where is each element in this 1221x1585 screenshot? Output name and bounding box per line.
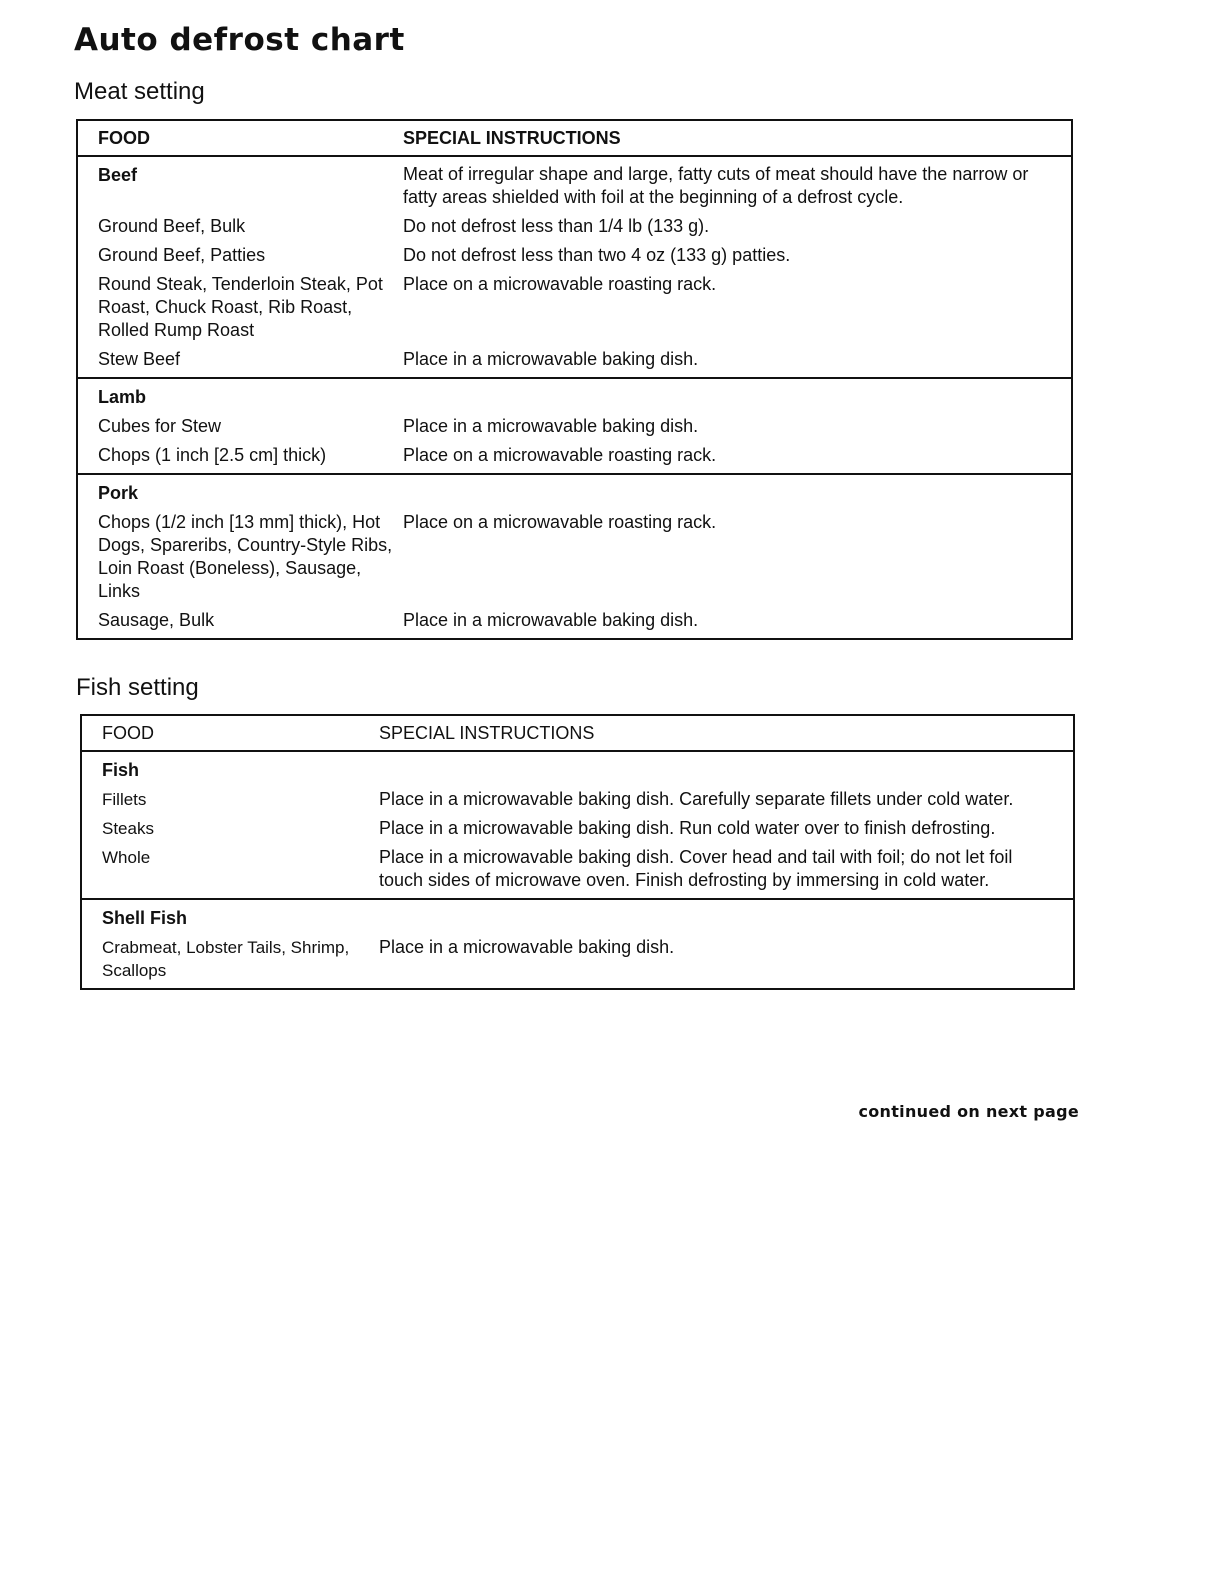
table-body bbox=[78, 157, 1071, 638]
column-header-instructions: SPECIAL INSTRUCTIONS bbox=[403, 127, 621, 148]
instructions-cell: Place in a microwavable baking dish. bbox=[379, 937, 675, 957]
instructions-cell: Place in a microwavable baking dish. bbox=[403, 610, 699, 630]
food-group-title: Lamb bbox=[98, 387, 147, 407]
instructions-cell: Place on a microwavable roasting rack. bbox=[403, 274, 717, 294]
food-group-title: Fish bbox=[102, 760, 140, 780]
food-cell: Round Steak, Tenderloin Steak, Pot Roast, Chuck Roast, Rib Roast, Rolled Rump Roast bbox=[98, 274, 383, 340]
meat-setting-table bbox=[76, 119, 1073, 640]
food-cell: Ground Beef, Patties bbox=[98, 245, 266, 265]
table-header bbox=[82, 716, 1073, 752]
table-row bbox=[98, 415, 1059, 438]
food-cell: Fillets bbox=[102, 790, 147, 809]
table-body bbox=[82, 752, 1073, 988]
instructions-cell: Place in a microwavable baking dish. bbox=[403, 349, 699, 369]
table-row bbox=[102, 817, 1061, 840]
instructions-cell: Meat of irregular shape and large, fatty cuts of meat should have the narrow or fatty areas shielded with foil at the beginning of a defrost cycle. bbox=[403, 164, 1029, 207]
food-cell: Stew Beef bbox=[98, 349, 181, 369]
table-row bbox=[98, 244, 1059, 267]
instructions-cell: Place in a microwavable baking dish. bbox=[403, 416, 699, 436]
table-row bbox=[98, 609, 1059, 632]
table-row bbox=[98, 273, 1059, 342]
continued-note: continued on next page bbox=[858, 1102, 1079, 1121]
food-cell: Chops (1 inch [2.5 cm] thick) bbox=[98, 445, 327, 465]
instructions-cell: Place in a microwavable baking dish. Run cold water over to finish defrosting. bbox=[379, 818, 996, 838]
column-header-food: FOOD bbox=[98, 127, 150, 148]
instructions-cell: Place in a microwavable baking dish. Carefully separate fillets under cold water. bbox=[379, 789, 1014, 809]
table-row bbox=[98, 511, 1059, 603]
fish-setting-table bbox=[80, 714, 1075, 990]
column-header-food: FOOD bbox=[102, 722, 154, 743]
table-row bbox=[98, 215, 1059, 238]
table-row bbox=[98, 444, 1059, 467]
food-cell: Steaks bbox=[102, 819, 154, 838]
instructions-cell: Place on a microwavable roasting rack. bbox=[403, 512, 717, 532]
food-group-title: Shell Fish bbox=[102, 908, 188, 928]
table-row bbox=[98, 163, 1059, 209]
table-row bbox=[102, 846, 1061, 892]
food-group bbox=[78, 157, 1071, 377]
food-cell: Sausage, Bulk bbox=[98, 610, 215, 630]
food-group-title: Pork bbox=[98, 483, 139, 503]
food-group bbox=[78, 377, 1071, 473]
food-cell: Whole bbox=[102, 848, 151, 867]
food-cell: Ground Beef, Bulk bbox=[98, 216, 246, 236]
instructions-cell: Do not defrost less than 1/4 lb (133 g). bbox=[403, 216, 710, 236]
instructions-cell: Place in a microwavable baking dish. Cover head and tail with foil; do not let foil touch sides of microwave oven. Finish defrosting by immersing in cold water. bbox=[379, 847, 1013, 890]
food-cell: Cubes for Stew bbox=[98, 416, 222, 436]
food-group bbox=[78, 473, 1071, 638]
column-header-instructions: SPECIAL INSTRUCTIONS bbox=[379, 722, 595, 743]
table-row bbox=[98, 348, 1059, 371]
food-cell: Chops (1/2 inch [13 mm] thick), Hot Dogs, Spareribs, Country-Style Ribs, Loin Roast (Boneless), Sausage, Links bbox=[98, 512, 393, 601]
food-group bbox=[82, 752, 1073, 898]
table-row bbox=[102, 788, 1061, 811]
table-row bbox=[102, 936, 1061, 982]
food-group bbox=[82, 898, 1073, 988]
meat-setting-heading: Meat setting bbox=[74, 78, 205, 105]
food-group-title: Beef bbox=[98, 165, 138, 185]
table-header bbox=[78, 121, 1071, 157]
food-cell: Crabmeat, Lobster Tails, Shrimp, Scallops bbox=[102, 938, 350, 980]
food-cell bbox=[98, 163, 403, 209]
fish-setting-heading: Fish setting bbox=[76, 674, 199, 701]
instructions-cell: Do not defrost less than two 4 oz (133 g) patties. bbox=[403, 245, 791, 265]
instructions-cell: Place on a microwavable roasting rack. bbox=[403, 445, 717, 465]
page-title: Auto defrost chart bbox=[74, 22, 405, 58]
